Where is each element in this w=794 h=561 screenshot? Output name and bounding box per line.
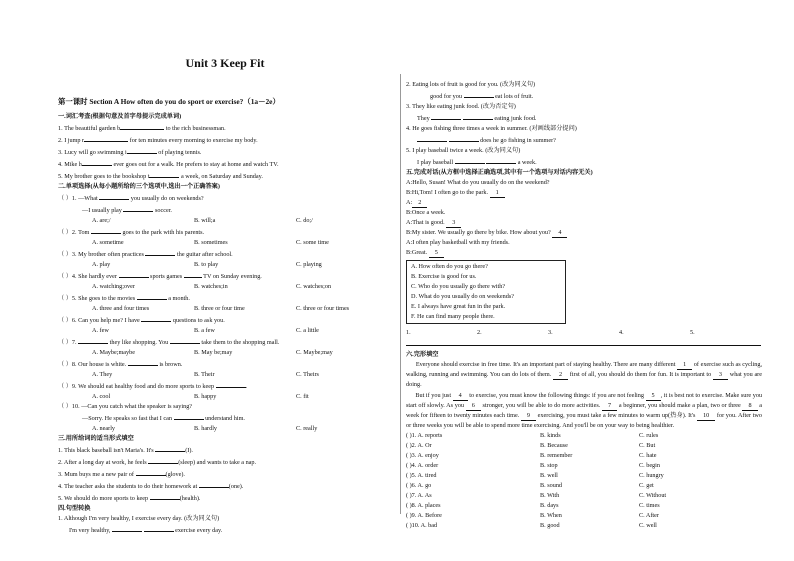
blank-label: 1. [406, 329, 411, 336]
blank-line[interactable] [170, 336, 200, 344]
blank-line[interactable] [112, 524, 142, 532]
blank-number[interactable]: 3 [446, 219, 461, 228]
option-c[interactable]: C. hungry [639, 472, 664, 480]
choice-row [406, 471, 762, 481]
passage-text: a beginner, you should make a plan, two or three [617, 401, 743, 409]
dialogue-line [406, 198, 762, 208]
option-b[interactable]: B. kinds [540, 432, 561, 440]
section-4-heading: 四.句型转换 [58, 505, 91, 512]
option-b[interactable]: B. stop [540, 462, 558, 470]
option-a[interactable]: ( )4. A. order [406, 462, 439, 470]
question-text: —Sorry. He speaks so fast that I can [82, 415, 174, 422]
blank-line[interactable] [486, 156, 516, 164]
list-item [406, 156, 762, 168]
blank-line[interactable] [144, 524, 174, 532]
question-text: 2. After a long day at work, he feels [58, 459, 149, 466]
option-b[interactable]: B. sound [540, 482, 563, 490]
list-item [58, 146, 392, 158]
passage-text: , it is best not to exercise. Make sure you start off slowly. As you [406, 391, 762, 409]
blank-line[interactable] [84, 134, 128, 142]
option-c[interactable]: C. Theirs [296, 371, 319, 378]
list-item [58, 270, 392, 282]
question-text: —I usually play [82, 207, 124, 214]
blank-line[interactable] [99, 192, 129, 200]
option-b[interactable]: B. good [540, 522, 560, 530]
blank-line[interactable] [148, 456, 178, 464]
option-b[interactable]: B. a few [194, 327, 215, 334]
options-box [406, 260, 566, 324]
dialogue-text: B:Hi,Tom! I often go to the park. [406, 189, 490, 196]
blank-line[interactable] [136, 468, 166, 476]
blank-label: 5. [690, 329, 695, 336]
question-text: you usually do on weekends? [129, 195, 204, 202]
blank-label: 2. [477, 329, 482, 336]
choice-row [406, 521, 762, 531]
blank-line[interactable] [184, 270, 202, 278]
option-b[interactable]: B. watches;in [194, 283, 228, 290]
list-item [58, 444, 392, 456]
choice-row [406, 491, 762, 501]
question-text: for ten minutes every morning to exercise my body. [128, 137, 258, 144]
blank-line[interactable] [431, 112, 461, 120]
option-b[interactable]: B. Because [540, 442, 568, 450]
section-2-heading: 二.单项选择(从每小题所给的三个选项中,选出一个正确答案) [58, 183, 220, 190]
blank-line[interactable] [417, 134, 447, 142]
blank-line[interactable] [128, 358, 158, 366]
blank-line[interactable] [120, 122, 164, 130]
section-3-heading: 三.用所给词的适当形式填空 [58, 435, 134, 442]
list-item [406, 90, 762, 102]
section-1-heading: 一.词汇考查(根据句意及首字母提示完成单词) [58, 113, 182, 120]
list-item: 3. They like eating junk food. (改为否定句) [406, 103, 516, 110]
option-c[interactable]: C. well [639, 522, 657, 530]
option-c[interactable]: C. rules [639, 432, 659, 440]
blank-line[interactable] [150, 492, 180, 500]
question-text: 4. The teacher asks the students to do their homework at [58, 483, 199, 490]
list-item [58, 192, 392, 204]
option-c[interactable]: C. begin [639, 462, 660, 470]
question-text: （ ）10. —Can you catch what the speaker is saying? [58, 403, 193, 410]
question-text: 1. The beautiful garden b [58, 125, 121, 132]
option-a[interactable]: ( )8. A. places [406, 502, 441, 510]
option-b[interactable]: B. Their [194, 371, 215, 378]
question-text: （ ）3. My brother often practices [58, 251, 146, 258]
list-item [58, 204, 392, 216]
option-c[interactable]: C. playing [296, 261, 322, 268]
dialogue-line [406, 228, 762, 238]
option-b[interactable]: B. days [540, 502, 559, 510]
list-item [58, 314, 392, 326]
choice-row [406, 501, 762, 511]
answer-blank[interactable] [548, 328, 619, 350]
dialogue-text: A: [406, 199, 413, 206]
question-text: understand him. [203, 415, 245, 422]
blank-label: 4. [619, 329, 624, 336]
question-text: the guitar after school. [175, 251, 233, 258]
blank-line[interactable] [477, 338, 548, 346]
cloze-paragraph-1 [406, 360, 762, 391]
dialogue [406, 178, 762, 258]
dialogue-line: A:Hello, Susan! What do you usually do on the weekend? [406, 179, 550, 186]
blank-line[interactable] [406, 338, 477, 346]
option-c[interactable]: C. Maybe;may [296, 349, 333, 356]
option-c[interactable]: C. really [296, 425, 318, 432]
option-a[interactable]: ( )6. A. go [406, 482, 432, 490]
blank-line[interactable] [91, 226, 121, 234]
question-text: 3. Mum buys me a new pair of [58, 471, 136, 478]
option-c[interactable]: C. some time [296, 239, 329, 246]
question-text: does he go fishing in summer? [478, 137, 556, 144]
blank-number[interactable]: 3 [713, 371, 728, 380]
column-divider [400, 74, 401, 514]
question-text: . [245, 383, 248, 390]
question-text: 5. We should do more sports to keep [58, 495, 150, 502]
question-text: soccer. [153, 207, 172, 214]
option-c[interactable]: C. But [639, 442, 656, 450]
blank-number[interactable]: 5 [429, 249, 444, 258]
blank-line[interactable] [123, 204, 153, 212]
answer-blank[interactable] [406, 328, 477, 350]
question-text: I'm very healthy, [69, 527, 112, 534]
dialogue-line: B:Once a week. [406, 209, 446, 216]
option-a[interactable]: ( )3. A. enjoy [406, 452, 439, 460]
question-text: (health). [179, 495, 201, 502]
list-item [58, 492, 392, 504]
answer-blanks [406, 328, 762, 350]
blank-line[interactable] [548, 338, 619, 346]
list-item [58, 134, 392, 146]
blank-line[interactable] [174, 412, 204, 420]
question-text: questions to ask you. [171, 317, 225, 324]
section-6-heading: 六.完形填空 [406, 351, 439, 358]
cloze-choices [406, 431, 762, 531]
dialogue-line [406, 248, 762, 258]
option-a[interactable]: A. few [92, 327, 109, 334]
blank-line[interactable] [127, 146, 157, 154]
section-5-heading: 五.完成对话(从方框中选择正确选项,其中有一个选项与对话内容无关) [406, 169, 593, 176]
answer-blank[interactable] [690, 328, 761, 350]
question-text: good for you [430, 93, 464, 100]
question-text: (one). [228, 483, 244, 490]
left-column [58, 56, 392, 536]
right-column [406, 80, 762, 531]
answer-options [58, 424, 392, 434]
option-a[interactable]: A. play [92, 261, 111, 268]
list-item [58, 292, 392, 304]
passage-text: to exercise, you must know the following things: if you are not feeling [467, 391, 646, 399]
option-c[interactable]: C. three or four times [296, 305, 350, 312]
option-a[interactable]: A. nearly [92, 425, 116, 432]
list-item [58, 358, 392, 370]
option-a[interactable]: ( )10. A. bad [406, 522, 438, 530]
answer-options [58, 260, 392, 270]
list-item [58, 226, 392, 238]
question-text: eat lots of fruit. [493, 93, 534, 100]
option-a[interactable]: ( )7. A. As [406, 492, 432, 500]
option-c[interactable]: C. do;/ [296, 217, 313, 224]
answer-options [58, 370, 392, 380]
blank-line[interactable] [449, 134, 479, 142]
question-text: goes to the park with his parents. [120, 229, 205, 236]
blank-number[interactable]: 1 [677, 361, 692, 370]
blank-line[interactable] [463, 112, 493, 120]
choice-row [406, 431, 762, 441]
blank-number[interactable]: 4 [552, 229, 567, 238]
passage-text: for you. After two or three weeks you will be able to spend more time exercising. And you'll be on your way to being healthier. [406, 412, 762, 430]
question-text: (sleep) and wants to take a nap. [178, 459, 257, 466]
answer-blank[interactable] [477, 328, 548, 350]
dialogue-text: B:Great. [406, 249, 429, 256]
option-item: C. Who do you usually go there with? [411, 283, 506, 290]
question-text: 4. Mike h [58, 161, 82, 168]
option-a[interactable]: A. three and four times [92, 305, 150, 312]
lesson-heading: 第一课时 Section A How often do you do sport or exercise?（1a－2e） [58, 97, 280, 106]
passage-text: Everyone should exercise in free time. It's an important part of staying healthy. There are many different [415, 361, 678, 368]
question-text: sports games [148, 273, 184, 280]
dialogue-line: A:I often play basketball with my friends. [406, 239, 510, 246]
list-item [58, 412, 392, 424]
option-a[interactable]: A. are;/ [92, 217, 111, 224]
question-text: （ ）7. [58, 339, 79, 346]
list-item [58, 402, 392, 412]
blank-number[interactable]: 2 [553, 371, 568, 380]
question-text: of playing tennis. [156, 149, 202, 156]
option-c[interactable]: C. watches;on [296, 283, 332, 290]
option-b[interactable]: B. happy [194, 393, 217, 400]
list-item: 1. Although I'm very healthy, I exercise every day. (改为同义句) [58, 515, 220, 522]
option-item: F. He can find many people there. [411, 313, 495, 320]
list-item [58, 380, 392, 392]
blank-number[interactable]: 6 [466, 402, 481, 411]
option-item: E. I always have great fun in the park. [411, 303, 506, 310]
option-a[interactable]: ( )2. A. Or [406, 442, 432, 450]
question-text: （ ）1. —What [58, 195, 100, 202]
blank-line[interactable] [455, 156, 485, 164]
option-c[interactable]: C. times [639, 502, 660, 510]
list-item: 4. He goes fishing three times a week in summer. (对画线部分提问) [406, 125, 577, 132]
option-b[interactable]: B. May be;may [194, 349, 233, 356]
list-item [58, 480, 392, 492]
question-text: （ ）4. She hardly ever [58, 273, 119, 280]
list-item: 5. I play baseball twice a week. (改为同义句) [406, 147, 521, 154]
list-item [58, 170, 392, 182]
blank-number[interactable]: 9 [521, 412, 536, 421]
question-text: (glove). [165, 471, 185, 478]
option-a[interactable]: ( )1. A. reports [406, 432, 443, 440]
choice-row [406, 441, 762, 451]
blank-number[interactable]: 5 [646, 392, 661, 401]
blank-line[interactable] [78, 336, 108, 344]
question-text: （ ）2. Tom [58, 229, 91, 236]
option-a[interactable]: ( )5. A. tired [406, 472, 437, 480]
passage-text: a week for fifteen to twenty minutes each time. [406, 401, 763, 420]
question-text: exercise every day. [173, 527, 223, 534]
list-item [406, 134, 762, 146]
question-text: 2. I jump r [58, 137, 85, 144]
option-c[interactable]: C. a little [296, 327, 319, 334]
section-1-list [58, 122, 392, 182]
option-b[interactable]: B. When [540, 512, 562, 520]
passage-text: what you are doing. [406, 371, 762, 389]
option-b[interactable]: B. With [540, 492, 560, 500]
question-text: I play baseball [417, 159, 455, 166]
blank-label: 3. [548, 329, 553, 336]
question-text: take them to the shopping mall. [199, 339, 280, 346]
blank-number[interactable]: 4 [453, 392, 468, 401]
passage-text: of exercise such as cycling, walking, running and swimming. You can do lots of them. [406, 361, 763, 379]
blank-line[interactable] [216, 380, 246, 388]
option-c[interactable]: C. get [639, 482, 654, 490]
option-b[interactable]: B. well [540, 472, 558, 480]
blank-number[interactable]: 1 [490, 189, 505, 198]
list-item [58, 158, 392, 170]
question-text: 3. Lucy will go swimming i [58, 149, 127, 156]
option-a[interactable]: A. They [92, 371, 113, 378]
page-title: Unit 3 Keep Fit [185, 56, 265, 70]
option-a[interactable]: ( )9. A. Before [406, 512, 442, 520]
blank-number[interactable]: 10 [697, 412, 715, 421]
question-text: they like shopping. You [108, 339, 170, 346]
question-text: a week, on Saturday and Sunday. [179, 173, 263, 180]
blank-line[interactable] [141, 314, 171, 322]
question-text: a month. [166, 295, 190, 302]
question-text: （ ）6. Can you help me? I have [58, 317, 142, 324]
list-item [58, 248, 392, 260]
question-text: 1. This black baseball isn't Maria's. It's [58, 447, 156, 454]
blank-line[interactable] [145, 248, 175, 256]
answer-options [58, 326, 392, 336]
question-text: （ ）9. We should eat healthy food and do more sports to keep [58, 383, 216, 390]
list-item [58, 336, 392, 348]
option-item: B. Exercise is good for us. [411, 273, 477, 280]
question-text: （ ）8. Our house is white. [58, 361, 128, 368]
answer-blank[interactable] [619, 328, 690, 350]
answer-options [58, 304, 392, 314]
question-text: (I). [185, 447, 193, 454]
choice-row [406, 451, 762, 461]
question-text: They [417, 115, 432, 122]
question-text: TV on Sunday evening. [201, 273, 262, 280]
cloze-paragraph-2 [406, 391, 762, 432]
answer-options [58, 238, 392, 248]
option-c[interactable]: C. fit [296, 393, 309, 400]
option-b[interactable]: B. three or four time [194, 305, 245, 312]
choice-row [406, 461, 762, 471]
dialogue-text: B:My sister. We usually go there by bike. How about you? [406, 229, 553, 236]
option-a[interactable]: A. sometime [92, 239, 124, 246]
passage-text: first of all, you should do them for fun. It is important to [568, 371, 713, 379]
passage-text: stronger, you will be able to do more activities. [480, 401, 603, 409]
list-item: 2. Eating lots of fruit is good for you. (改为同义句) [406, 81, 536, 88]
blank-line[interactable] [155, 444, 185, 452]
blank-line[interactable] [137, 292, 167, 300]
option-b[interactable]: B. hardly [194, 425, 218, 432]
blank-line[interactable] [149, 170, 179, 178]
dialogue-line [406, 188, 762, 198]
option-b[interactable]: B. will;a [194, 217, 216, 224]
option-a[interactable]: A. Maybe;maybe [92, 349, 135, 356]
list-item [58, 524, 392, 536]
blank-number[interactable]: 8 [742, 402, 757, 411]
option-a[interactable]: A. cool [92, 393, 111, 400]
question-text: eating junk food. [492, 115, 537, 122]
option-c[interactable]: C. hate [639, 452, 657, 460]
list-item [58, 468, 392, 480]
question-text: to the rich businessman. [164, 125, 226, 132]
dialogue-line [406, 218, 762, 228]
blank-line[interactable] [619, 338, 690, 346]
question-text: （ ）5. She goes to the movies [58, 295, 137, 302]
list-item [406, 112, 762, 124]
option-b[interactable]: B. to play [194, 261, 219, 268]
blank-line[interactable] [82, 158, 112, 166]
option-a[interactable]: A. watching;over [92, 283, 135, 290]
answer-options [58, 348, 392, 358]
option-b[interactable]: B. remember [540, 452, 573, 460]
blank-line[interactable] [199, 480, 229, 488]
option-item: A. How often do you go there? [411, 263, 488, 270]
option-item: D. What do you usually do on weekends? [411, 293, 514, 300]
question-text: ever goes out for a walk. He prefers to stay at home and watch TV. [111, 161, 279, 168]
blank-number[interactable]: 7 [602, 402, 617, 411]
passage-text: But if you just [415, 391, 453, 399]
question-text: is brown. [157, 361, 183, 368]
blank-line[interactable] [119, 270, 149, 278]
answer-options [58, 282, 392, 292]
blank-line[interactable] [464, 90, 494, 98]
list-item [58, 122, 392, 134]
question-text: 5. My brother goes to the bookshop t [58, 173, 150, 180]
dialogue-text: A:That is good. [406, 219, 447, 226]
blank-number[interactable]: 2 [412, 199, 427, 208]
section-2-list [58, 192, 392, 434]
question-text: a week. [516, 159, 537, 166]
choice-row [406, 511, 762, 521]
option-c[interactable]: C. After [639, 512, 659, 520]
option-b[interactable]: B. sometimes [194, 239, 228, 246]
blank-line[interactable] [690, 338, 761, 346]
passage-text: exercising, you must take a few minutes to warm up(热身). It's [536, 412, 698, 420]
section-3-list [58, 444, 392, 504]
option-c[interactable]: C. Without [639, 492, 667, 500]
answer-options [58, 216, 392, 226]
list-item [58, 456, 392, 468]
choice-row [406, 481, 762, 491]
answer-options [58, 392, 392, 402]
